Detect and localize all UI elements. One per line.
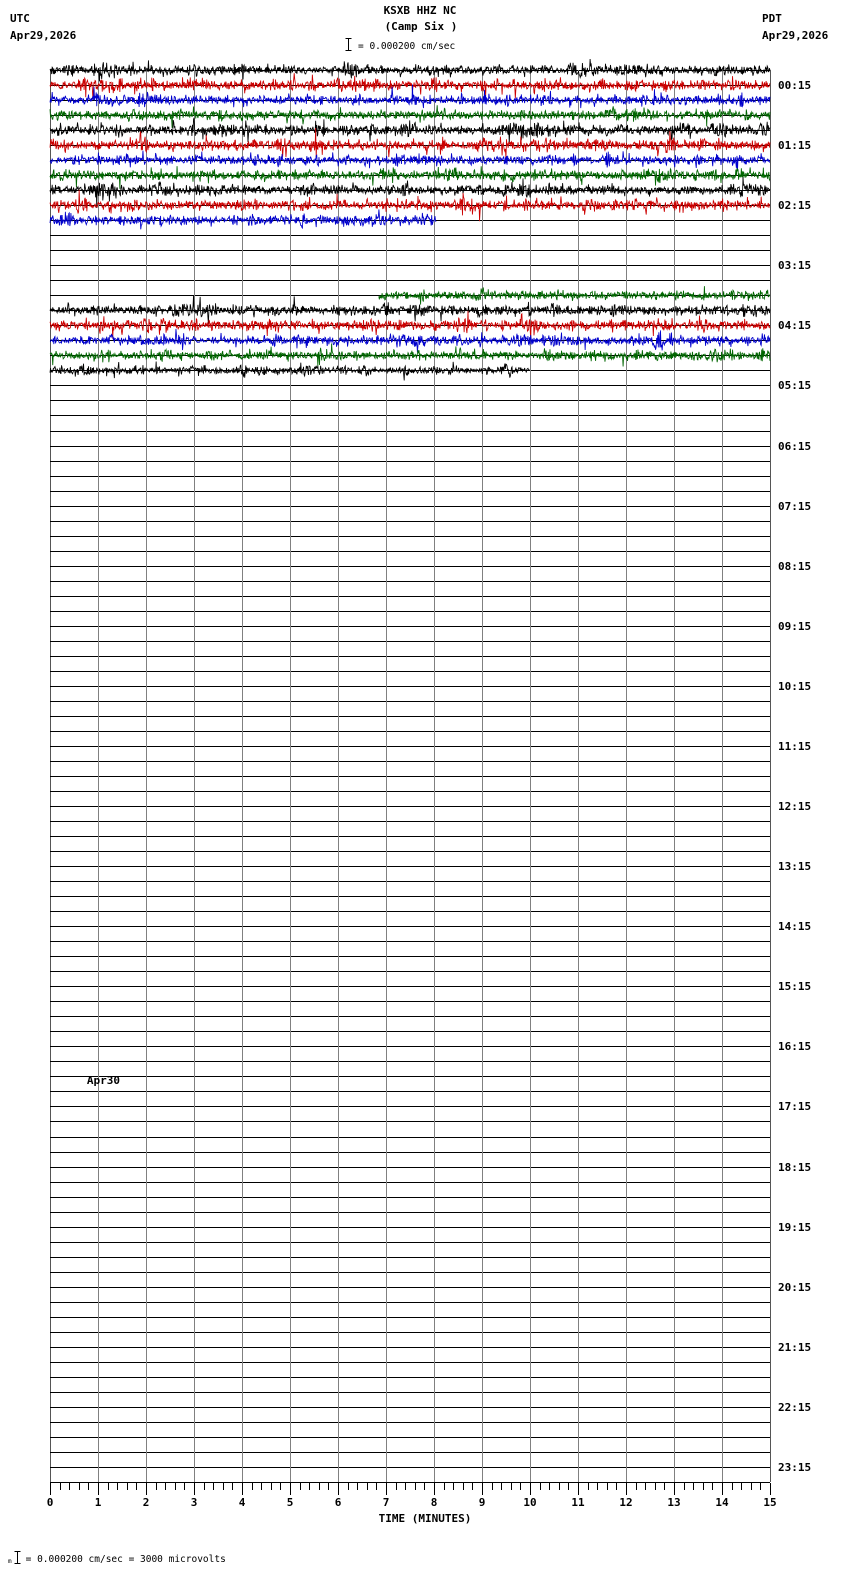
x-tick-minor <box>232 1483 233 1490</box>
x-tick-minor <box>655 1483 656 1490</box>
x-tick-major <box>578 1483 579 1495</box>
x-tick-label: 3 <box>190 1496 198 1509</box>
x-tick-label: 0 <box>46 1496 54 1509</box>
x-tick-minor <box>693 1483 694 1490</box>
y-axis-label-pdt: 11:15 <box>778 739 812 753</box>
seismic-trace <box>379 286 770 304</box>
y-axis-label-pdt: 06:15 <box>778 439 812 453</box>
y-axis-label-pdt: 03:15 <box>778 259 812 273</box>
x-tick-major <box>674 1483 675 1495</box>
x-tick-major <box>626 1483 627 1495</box>
y-axis-label-pdt: 21:15 <box>778 1340 812 1354</box>
x-tick-major <box>434 1483 435 1495</box>
y-axis-label-pdt: 20:15 <box>778 1280 812 1294</box>
y-axis-label-pdt: 02:15 <box>778 199 812 213</box>
footer-calibration-bar-icon <box>14 1551 21 1567</box>
seismic-trace <box>50 362 530 381</box>
x-tick-minor <box>415 1483 416 1490</box>
y-axis-label-pdt: 17:15 <box>778 1100 812 1114</box>
x-tick-major <box>722 1483 723 1495</box>
y-axis-label-pdt: 08:15 <box>778 559 812 573</box>
y-axis-label-pdt: 16:15 <box>778 1040 812 1054</box>
x-tick-major <box>290 1483 291 1495</box>
x-tick-minor <box>204 1483 205 1490</box>
x-tick-minor <box>501 1483 502 1490</box>
y-axis-label-pdt: 23:15 <box>778 1460 812 1474</box>
seismogram-plot <box>50 70 770 1482</box>
station-title: KSXB HHZ NC <box>383 4 457 17</box>
x-tick-label: 10 <box>523 1496 537 1509</box>
x-tick-minor <box>213 1483 214 1490</box>
seismic-trace <box>50 73 770 99</box>
header-right-timezone-block <box>762 10 828 44</box>
x-tick-minor <box>712 1483 713 1490</box>
x-tick-label: 9 <box>478 1496 486 1509</box>
x-tick-minor <box>271 1483 272 1490</box>
x-tick-minor <box>117 1483 118 1490</box>
x-tick-label: 11 <box>571 1496 585 1509</box>
x-tick-minor <box>540 1483 541 1490</box>
x-tick-minor <box>549 1483 550 1490</box>
x-axis-tick-labels <box>0 1496 850 1512</box>
x-tick-label: 8 <box>430 1496 438 1509</box>
seismic-trace <box>50 151 770 171</box>
x-tick-minor <box>568 1483 569 1490</box>
x-tick-minor <box>376 1483 377 1490</box>
day-rollover-label: Apr30 <box>86 1074 120 1088</box>
x-tick-minor <box>732 1483 733 1490</box>
x-tick-minor <box>367 1483 368 1490</box>
seismic-trace <box>50 118 770 144</box>
y-axis-label-pdt: 10:15 <box>778 679 812 693</box>
x-tick-minor <box>645 1483 646 1490</box>
y-axis-label-pdt: 09:15 <box>778 619 812 633</box>
x-tick-label: 7 <box>382 1496 390 1509</box>
seismic-trace <box>50 311 770 340</box>
y-axis-label-pdt: 13:15 <box>778 860 812 874</box>
x-tick-minor <box>664 1483 665 1490</box>
x-tick-minor <box>751 1483 752 1490</box>
x-tick-label: 5 <box>286 1496 294 1509</box>
x-axis-ticks <box>50 1482 770 1495</box>
x-tick-major <box>146 1483 147 1495</box>
header-right-date: Apr29,2026 <box>762 29 829 42</box>
seismic-trace <box>50 59 770 81</box>
x-tick-minor <box>88 1483 89 1490</box>
x-tick-major <box>98 1483 99 1495</box>
x-tick-minor <box>261 1483 262 1490</box>
x-tick-minor <box>136 1483 137 1490</box>
footer-prefix: m <box>8 1558 12 1565</box>
x-tick-minor <box>424 1483 425 1490</box>
x-tick-minor <box>492 1483 493 1490</box>
x-tick-major <box>530 1483 531 1495</box>
seismic-trace <box>50 329 770 352</box>
seismic-trace <box>50 209 436 229</box>
calibration-text: = 0.000200 cm/sec <box>358 41 456 52</box>
header-left-date: Apr29,2026 <box>10 29 77 42</box>
y-axis-label-pdt: 05:15 <box>778 379 812 393</box>
x-tick-minor <box>328 1483 329 1490</box>
x-tick-minor <box>69 1483 70 1490</box>
x-tick-major <box>242 1483 243 1495</box>
x-tick-minor <box>559 1483 560 1490</box>
x-tick-minor <box>108 1483 109 1490</box>
x-tick-minor <box>760 1483 761 1490</box>
x-tick-minor <box>396 1483 397 1490</box>
x-tick-minor <box>309 1483 310 1490</box>
x-tick-minor <box>127 1483 128 1490</box>
x-tick-label: 15 <box>763 1496 777 1509</box>
x-tick-minor <box>588 1483 589 1490</box>
x-tick-label: 14 <box>715 1496 729 1509</box>
x-axis-title: TIME (MINUTES) <box>378 1512 472 1525</box>
x-tick-minor <box>348 1483 349 1490</box>
seismic-trace <box>50 295 770 323</box>
x-tick-minor <box>319 1483 320 1490</box>
site-name: (Camp Six ) <box>384 20 458 33</box>
x-tick-minor <box>607 1483 608 1490</box>
x-tick-minor <box>165 1483 166 1490</box>
x-tick-minor <box>472 1483 473 1490</box>
x-tick-major <box>386 1483 387 1495</box>
x-tick-minor <box>453 1483 454 1490</box>
x-tick-minor <box>184 1483 185 1490</box>
x-tick-minor <box>444 1483 445 1490</box>
footer-scale-note <box>8 1551 226 1567</box>
x-tick-minor <box>684 1483 685 1490</box>
header-title-block <box>0 3 850 35</box>
x-tick-major <box>482 1483 483 1495</box>
y-axis-label-pdt: 14:15 <box>778 920 812 934</box>
footer-scale-text: = 0.000200 cm/sec = 3000 microvolts <box>25 1554 226 1565</box>
x-tick-major <box>338 1483 339 1495</box>
y-axis-label-pdt: 07:15 <box>778 499 812 513</box>
seismic-trace <box>50 85 770 108</box>
y-axis-label-pdt: 22:15 <box>778 1400 812 1414</box>
x-tick-minor <box>511 1483 512 1490</box>
x-tick-major <box>194 1483 195 1495</box>
x-tick-minor <box>79 1483 80 1490</box>
x-tick-minor <box>463 1483 464 1490</box>
x-tick-minor <box>60 1483 61 1490</box>
x-tick-label: 1 <box>94 1496 102 1509</box>
x-tick-label: 13 <box>667 1496 681 1509</box>
x-tick-minor <box>520 1483 521 1490</box>
x-tick-minor <box>252 1483 253 1490</box>
x-tick-minor <box>300 1483 301 1490</box>
seismic-trace <box>50 166 770 189</box>
x-tick-major <box>770 1483 771 1495</box>
calibration-bar-icon <box>345 38 352 54</box>
x-tick-minor <box>703 1483 704 1490</box>
x-tick-minor <box>616 1483 617 1490</box>
x-tick-major <box>50 1483 51 1495</box>
y-axis-label-pdt: 01:15 <box>778 139 812 153</box>
x-tick-minor <box>175 1483 176 1490</box>
x-tick-label: 12 <box>619 1496 633 1509</box>
header-right-timezone: PDT <box>762 12 782 25</box>
y-axis-label-pdt: 12:15 <box>778 800 812 814</box>
x-tick-label: 6 <box>334 1496 342 1509</box>
y-axis-label-pdt: 00:15 <box>778 79 812 93</box>
x-tick-minor <box>597 1483 598 1490</box>
x-tick-minor <box>223 1483 224 1490</box>
x-tick-minor <box>405 1483 406 1490</box>
trace-layer <box>50 70 772 1482</box>
y-axis-label-pdt: 04:15 <box>778 319 812 333</box>
calibration-legend <box>345 38 455 54</box>
x-tick-minor <box>741 1483 742 1490</box>
seismic-trace <box>50 190 770 221</box>
x-tick-minor <box>636 1483 637 1490</box>
x-tick-minor <box>357 1483 358 1490</box>
header-left-timezone: UTC <box>10 12 30 25</box>
y-axis-label-pdt: 18:15 <box>778 1160 812 1174</box>
x-tick-label: 4 <box>238 1496 246 1509</box>
x-tick-minor <box>280 1483 281 1490</box>
x-tick-label: 2 <box>142 1496 150 1509</box>
y-axis-label-pdt: 19:15 <box>778 1220 812 1234</box>
y-axis-label-pdt: 15:15 <box>778 980 812 994</box>
x-tick-minor <box>156 1483 157 1490</box>
